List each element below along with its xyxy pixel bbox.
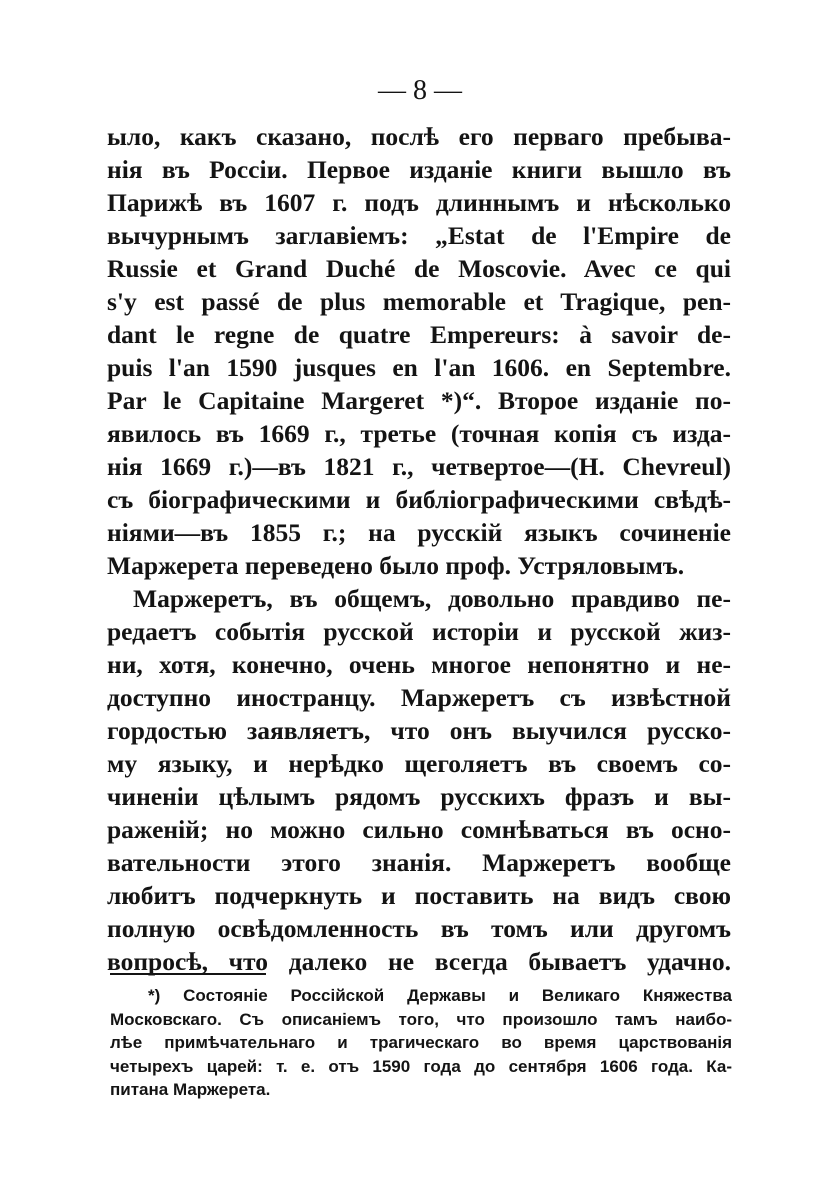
footnote-line: Московскаго. Съ описаніемъ того, что произошло тамъ наибо- xyxy=(110,1009,732,1029)
text-line: чиненіи цѣлымъ рядомъ русскихъ фразъ и вы- xyxy=(107,782,731,811)
page-number: — 8 — xyxy=(378,75,462,106)
text-line: вопросѣ, что далеко не всегда бываетъ удачно. xyxy=(107,947,731,976)
text-line: Russie et Grand Duché de Moscovie. Avec ce qui xyxy=(107,254,731,283)
text-line: полную освѣдомленность въ томъ или другомъ xyxy=(107,914,731,943)
text-line: вательности этого знанія. Маржеретъ вообще xyxy=(107,848,731,877)
text-line: puis l'an 1590 jusques en l'an 1606. en Septembre. xyxy=(107,353,731,382)
text-line: вычурнымъ заглавіемъ: „Estat de l'Empire de xyxy=(107,221,731,250)
text-line: dant le regne de quatre Empereurs: à savoir de- xyxy=(107,320,731,349)
text-line: му языку, и нерѣдко щеголяетъ въ своемъ со- xyxy=(107,749,731,778)
text-line: s'y est passé de plus memorable et Tragique, pen- xyxy=(107,287,731,316)
main-text xyxy=(107,120,731,978)
text-line: Маржерета переведено было проф. Устряловымъ. xyxy=(107,551,685,580)
footnote xyxy=(110,984,732,1102)
footnote-line: четырехъ царей: т. е. отъ 1590 года до сентября 1606 года. Ка- xyxy=(110,1056,732,1076)
text-line: явилось въ 1669 г., третье (точная копія съ изда- xyxy=(107,419,731,448)
footnote-line: питана Маржерета. xyxy=(110,1080,271,1099)
text-line: ыло, какъ сказано, послѣ его перваго пребыва- xyxy=(107,122,731,151)
text-line: гордостью заявляетъ, что онъ выучился русско- xyxy=(107,716,731,745)
text-line: Маржеретъ, въ общемъ, довольно правдиво пе- xyxy=(133,584,731,613)
text-line: нія 1669 г.)—въ 1821 г., четвертое—(H. Chevreul) xyxy=(107,452,731,481)
text-line: нія въ Россіи. Первое изданіе книги вышло въ xyxy=(107,155,731,184)
text-line: редаетъ событія русской исторіи и русской жиз- xyxy=(107,617,731,646)
footnote-line: *) Состояніе Россійской Державы и Великаго Княжества xyxy=(148,986,732,1005)
paragraph-1 xyxy=(107,120,731,582)
text-line: Par le Capitaine Margeret *)“. Второе изданіе по- xyxy=(107,386,731,415)
text-line: ніями—въ 1855 г.; на русскій языкъ сочиненіе xyxy=(107,518,731,547)
text-line: раженій; но можно сильно сомнѣваться въ осно- xyxy=(107,815,731,844)
text-line: доступно иностранцу. Маржеретъ съ извѣстной xyxy=(107,683,731,712)
text-line: съ біографическими и библіографическими свѣдѣ- xyxy=(107,485,731,514)
paragraph-2 xyxy=(107,582,731,978)
text-line: Парижѣ въ 1607 г. подъ длиннымъ и нѣсколько xyxy=(107,188,731,217)
footnote-divider xyxy=(110,973,266,975)
text-line: ни, хотя, конечно, очень многое непонятно и не- xyxy=(107,650,731,679)
footnote-line: лѣе примѣчательнаго и трагическаго во время царствованія xyxy=(110,1033,732,1052)
text-line: любитъ подчеркнуть и поставить на видъ свою xyxy=(107,881,731,910)
